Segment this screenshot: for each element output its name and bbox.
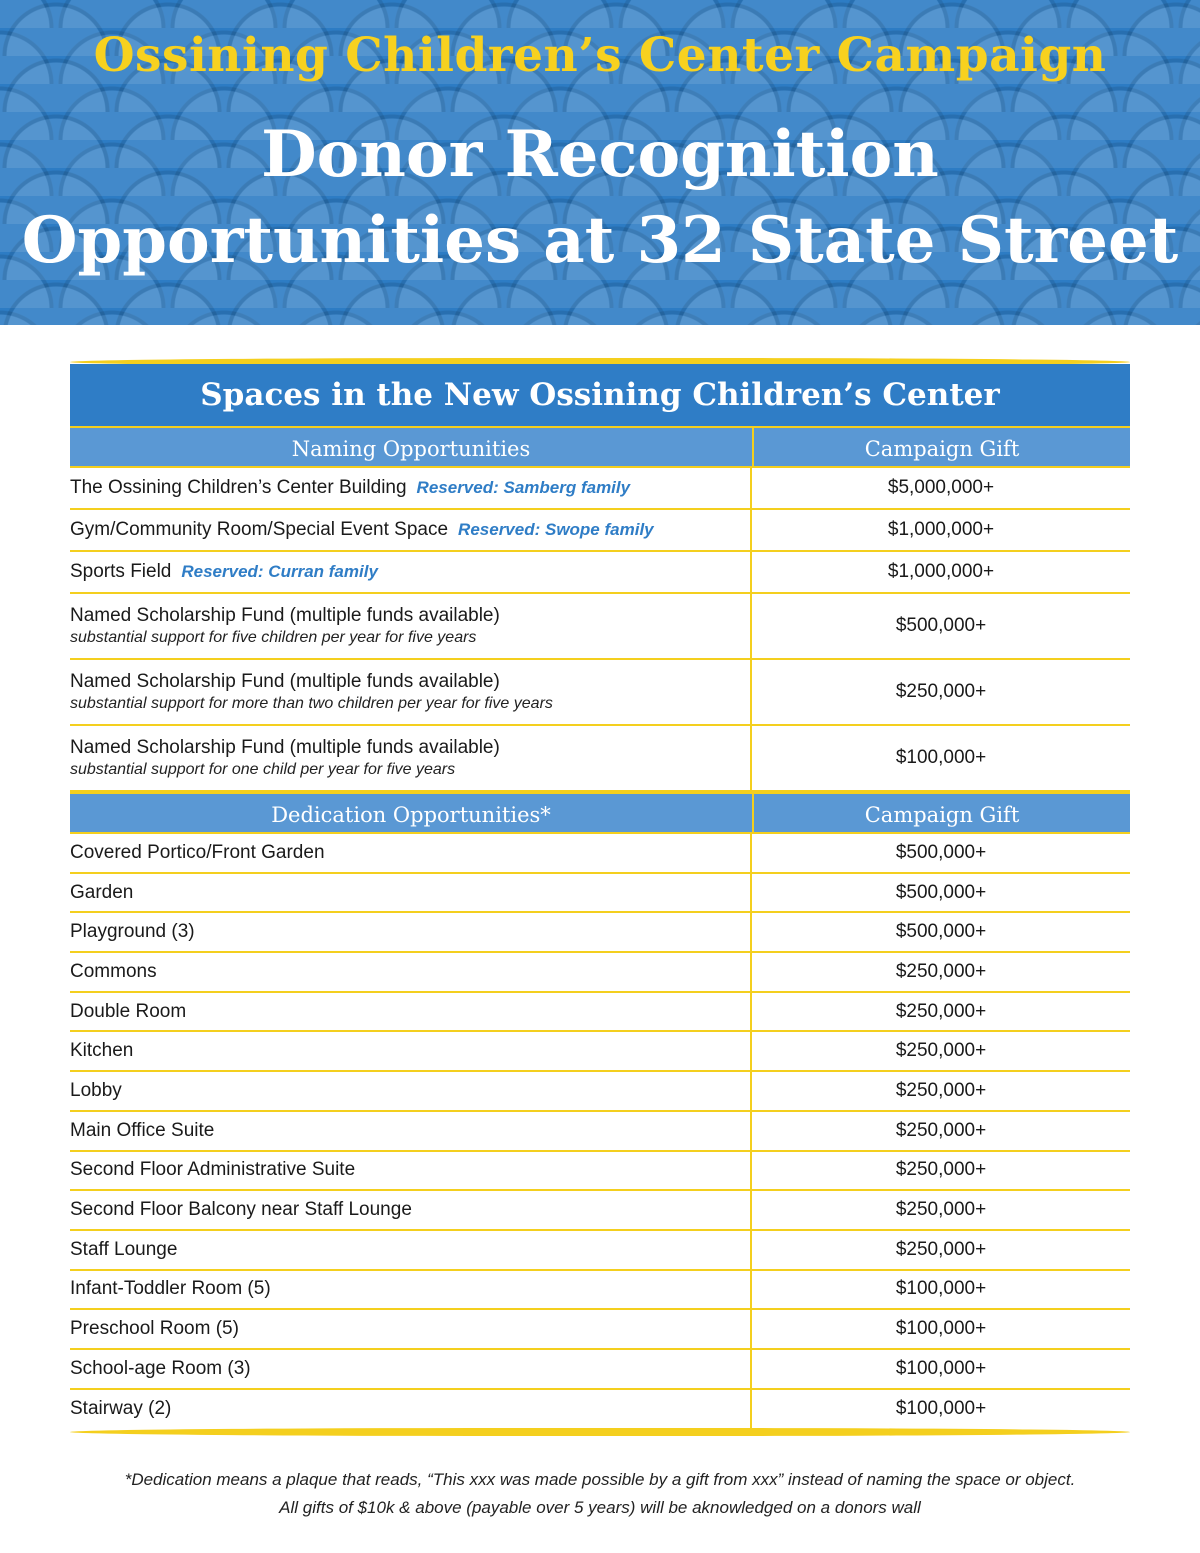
- header-banner: [0, 0, 1200, 325]
- item-cell: [70, 834, 752, 872]
- table-row: [70, 660, 1130, 726]
- item-cell: [70, 1271, 752, 1309]
- table-row: [70, 1231, 1130, 1271]
- table-row: [70, 1310, 1130, 1350]
- gift-amount: $1,000,000+: [887, 519, 995, 540]
- gift-amount: $250,000+: [895, 1079, 987, 1101]
- item-cell: [70, 874, 752, 912]
- table-row: [70, 1191, 1130, 1231]
- item-cell: [70, 726, 752, 790]
- item-cell: [70, 1112, 752, 1150]
- gift-amount: $500,000+: [895, 841, 987, 863]
- footnote: [0, 1466, 1200, 1522]
- item-line: [70, 737, 750, 759]
- gift-amount: $100,000+: [895, 1278, 987, 1300]
- item-cell: [70, 1191, 752, 1229]
- item-name: Garden: [70, 881, 134, 903]
- item-cell: [70, 1032, 752, 1070]
- item-cell: [70, 1152, 752, 1190]
- item-name: Sports Field: [70, 561, 172, 582]
- gift-amount: $500,000+: [895, 615, 987, 636]
- table-row: [70, 834, 1130, 874]
- item-name: Double Room: [70, 1000, 187, 1022]
- gift-amount: $250,000+: [895, 1199, 987, 1221]
- gift-amount: $250,000+: [895, 1119, 987, 1141]
- item-note: substantial support for five children per year for five years: [70, 629, 477, 646]
- item-cell: [70, 1310, 752, 1348]
- item-name: Playground (3): [70, 921, 195, 943]
- gift-header-label: Campaign Gift: [864, 803, 1020, 827]
- item-cell: [70, 953, 752, 991]
- gift-amount: $250,000+: [895, 1040, 987, 1062]
- gift-amount: $250,000+: [895, 960, 987, 982]
- table-row: [70, 993, 1130, 1033]
- gift-amount: $100,000+: [895, 1318, 987, 1340]
- table-row: [70, 1072, 1130, 1112]
- naming-rows: [70, 468, 1130, 792]
- item-line: [70, 671, 750, 693]
- item-cell: [70, 1350, 752, 1388]
- item-cell: [70, 1231, 752, 1269]
- table-row: [70, 1271, 1130, 1311]
- table-row: [70, 1032, 1130, 1072]
- dedication-section-header: [70, 792, 1130, 834]
- table-row: [70, 953, 1130, 993]
- table-row: [70, 510, 1130, 552]
- item-cell: [70, 594, 752, 658]
- item-name: Preschool Room (5): [70, 1318, 239, 1340]
- item-line: [70, 519, 750, 541]
- item-name: Named Scholarship Fund (multiple funds available): [70, 737, 500, 758]
- item-cell: [70, 660, 752, 724]
- item-name: School-age Room (3): [70, 1357, 251, 1379]
- item-name: Staff Lounge: [70, 1238, 178, 1260]
- reserved-label: Reserved: Curran family: [181, 562, 378, 581]
- item-name: Covered Portico/Front Garden: [70, 841, 325, 863]
- item-cell: [70, 993, 752, 1031]
- reserved-label: Reserved: Samberg family: [416, 478, 631, 497]
- table-row: [70, 874, 1130, 914]
- donor-table: [70, 364, 1130, 1429]
- gift-amount: $100,000+: [895, 1357, 987, 1379]
- item-name: Stairway (2): [70, 1398, 172, 1420]
- item-name: Second Floor Administrative Suite: [70, 1159, 356, 1181]
- table-row: [70, 1152, 1130, 1192]
- table-title: Spaces in the New Ossining Children’s Center: [70, 364, 1130, 426]
- page-title-line-2: Opportunities at 32 State Street: [21, 203, 1179, 278]
- item-name: Named Scholarship Fund (multiple funds available): [70, 671, 500, 692]
- page-title: [0, 112, 1200, 284]
- table-row: [70, 1350, 1130, 1390]
- item-name: Kitchen: [70, 1040, 134, 1062]
- table-row: [70, 913, 1130, 953]
- dedication-header-label: Dedication Opportunities*: [70, 794, 754, 832]
- item-line: [70, 561, 750, 583]
- brush-stroke-bottom: [70, 1428, 1130, 1436]
- gift-amount: $250,000+: [895, 1238, 987, 1260]
- item-cell: [70, 468, 752, 508]
- item-name: Lobby: [70, 1079, 122, 1101]
- dedication-rows: [70, 834, 1130, 1429]
- table-row: [70, 1112, 1130, 1152]
- item-name: Named Scholarship Fund (multiple funds available): [70, 605, 500, 626]
- item-name: Second Floor Balcony near Staff Lounge: [70, 1199, 412, 1221]
- item-name: Gym/Community Room/Special Event Space: [70, 519, 449, 540]
- item-name: The Ossining Children’s Center Building: [70, 477, 407, 498]
- item-name: Commons: [70, 960, 157, 982]
- item-cell: [70, 913, 752, 951]
- item-cell: [70, 510, 752, 550]
- table-row: [70, 726, 1130, 792]
- item-note: substantial support for more than two children per year for five years: [70, 695, 553, 712]
- table-row: [70, 1390, 1130, 1430]
- item-line: [70, 605, 750, 627]
- campaign-title: Ossining Children’s Center Campaign: [93, 28, 1107, 83]
- gift-amount: $250,000+: [895, 1000, 987, 1022]
- footnote-line-2: All gifts of $10k & above (payable over 5 years) will be aknowledged on a donors wall: [279, 1498, 921, 1517]
- item-name: Infant-Toddler Room (5): [70, 1278, 271, 1300]
- naming-header-label: Naming Opportunities: [70, 428, 754, 466]
- page-title-line-1: Donor Recognition: [261, 117, 939, 192]
- item-line: [70, 477, 750, 499]
- item-cell: [70, 552, 752, 592]
- item-note: substantial support for one child per year for five years: [70, 761, 456, 778]
- gift-amount: $100,000+: [895, 1398, 987, 1420]
- gift-amount: $250,000+: [895, 681, 987, 702]
- footnote-line-1: *Dedication means a plaque that reads, “This xxx was made possible by a gift from xxx” instead of naming the space or object.: [124, 1470, 1076, 1489]
- gift-amount: $1,000,000+: [887, 561, 995, 582]
- table-row: [70, 594, 1130, 660]
- gift-amount: $500,000+: [895, 921, 987, 943]
- item-cell: [70, 1390, 752, 1430]
- gift-amount: $100,000+: [895, 747, 987, 768]
- gift-amount: $250,000+: [895, 1159, 987, 1181]
- gift-amount: $5,000,000+: [887, 477, 995, 498]
- gift-header-label: Campaign Gift: [864, 437, 1020, 461]
- naming-section-header: [70, 426, 1130, 468]
- reserved-label: Reserved: Swope family: [458, 520, 654, 539]
- table-row: [70, 468, 1130, 510]
- item-name: Main Office Suite: [70, 1119, 215, 1141]
- item-cell: [70, 1072, 752, 1110]
- table-row: [70, 552, 1130, 594]
- gift-amount: $500,000+: [895, 881, 987, 903]
